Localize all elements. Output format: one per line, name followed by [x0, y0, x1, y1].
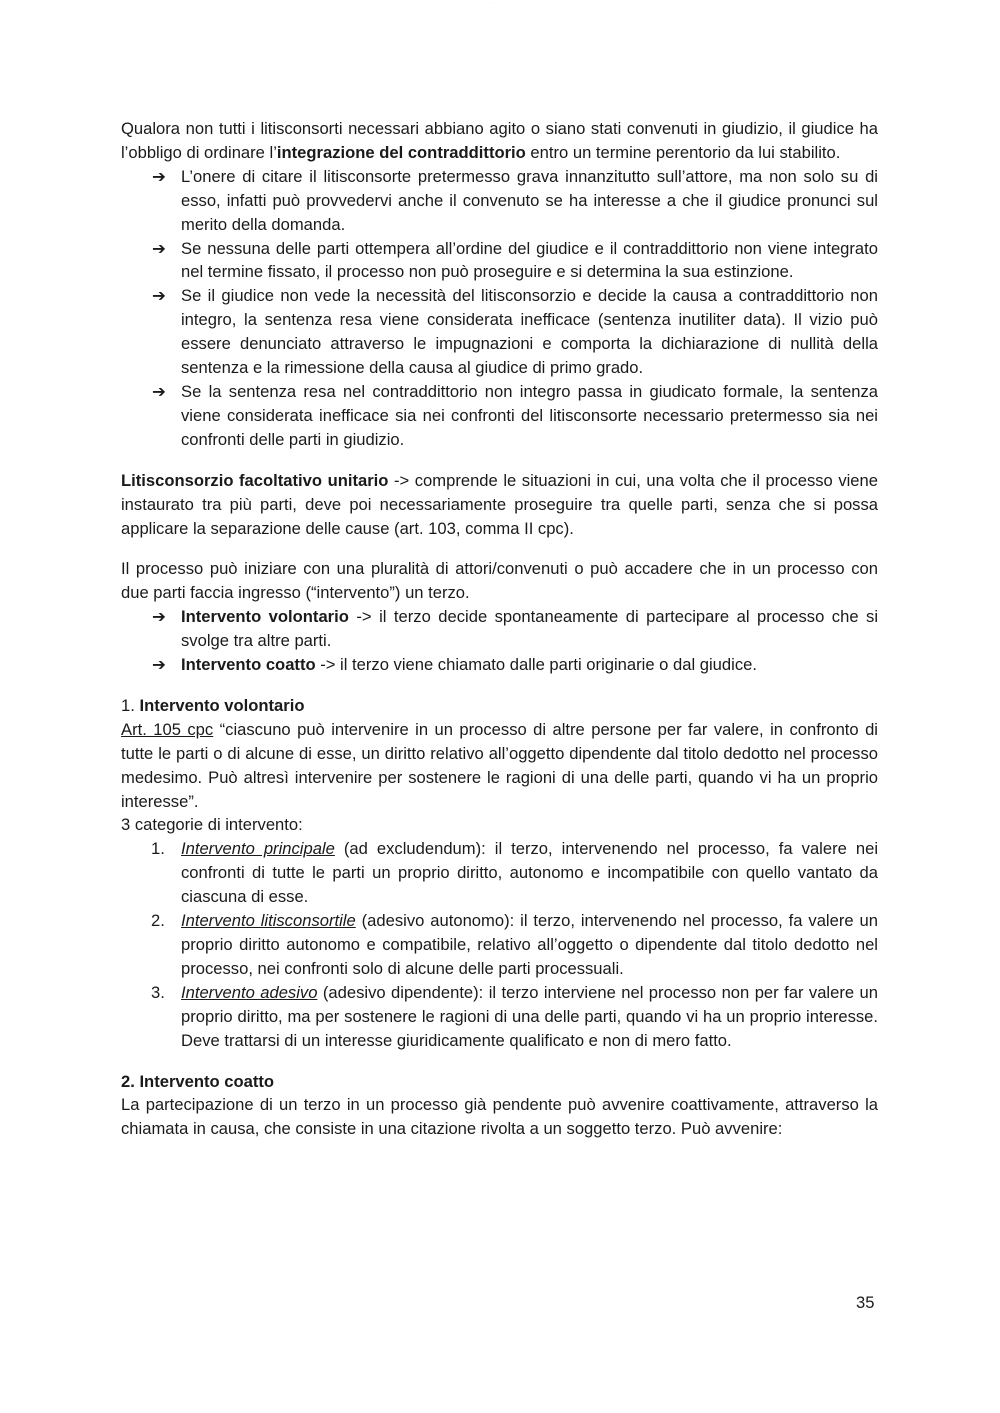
list-item: ➔ Se nessuna delle parti ottempera all’ordine del giudice e il contraddittorio non viene integrato nel termine fissato, il processo non può proseguire e si determina la sua estinzione.	[152, 238, 878, 282]
arrow-list-2	[121, 605, 878, 677]
list-item: 3. Intervento adesivo (adesivo dipendente): il terzo interviene nel processo non per far valere un proprio diritto, ma per sostenere le ragioni di una delle parti, quando vi ha un proprio interesse. Deve trattarsi di un interesse giuridicamente qualificato e non di mero fatto.	[151, 982, 878, 1050]
list-item: ➔ Intervento volontario -> il terzo decide spontaneamente di partecipare al processo che si svolge tra altre parti.	[152, 607, 879, 651]
numbered-list	[121, 837, 878, 1052]
header-mark: · · · ·	[488, 0, 495, 4]
section-heading-2: 2. Intervento coatto	[121, 1071, 275, 1091]
bold-term: integrazione del contraddittorio	[276, 142, 526, 162]
arrow-icon: ➔	[152, 286, 166, 306]
list-item: ➔ Se il giudice non vede la necessità del litisconsorzio e decide la causa a contraddittorio non integro, la sentenza resa viene considerata inefficace (sentenza inutiliter data). Il vizio può essere denunciato attraverso le impugnazioni e comporta la dichiarazione di nullità della sentenza e la rimessione della causa al giudice di primo grado.	[152, 286, 878, 378]
arrow-list-1	[121, 165, 878, 452]
paragraph-litisconsorzio: Litisconsorzio facoltativo unitario -> comprende le situazioni in cui, una volta che il processo viene instaurato tra più parti, deve poi necessariamente proseguire tra quelle parti, senza che si possa applicare la separazione delle cause (art. 103, comma II cpc).	[121, 470, 878, 538]
categories-label: 3 categorie di intervento:	[121, 815, 303, 835]
list-item: ➔ Se la sentenza resa nel contraddittorio non integro passa in giudicato formale, la sentenza viene considerata inefficace sia nei confronti del litisconsorte necessario pretermesso sia nei confronti delle parti in giudizio.	[152, 381, 878, 449]
arrow-icon: ➔	[152, 381, 166, 401]
section-heading-1: 1. Intervento volontario	[121, 695, 305, 715]
arrow-icon: ➔	[152, 166, 166, 186]
arrow-icon: ➔	[152, 655, 166, 675]
page-number: 35	[856, 1293, 875, 1312]
paragraph-integrazione: Qualora non tutti i litisconsorti necessari abbiano agito o siano stati convenuti in giudizio, il giudice ha l’obbligo di ordinare l’integrazione del contraddittorio entro un termine perentorio da lui stabilito.	[121, 119, 878, 162]
paragraph-art-105: Art. 105 cpc “ciascuno può intervenire in un processo di altre persone per far valere, in confronto di tutte le parti o di alcune di esse, un diritto relativo all’oggetto dipendente dal titolo dedotto nel processo medesimo. Può altresì intervenire per sostenere le ragioni di una delle parti, quando vi ha un proprio interesse”.	[121, 719, 878, 811]
list-item: ➔ Intervento coatto -> il terzo viene chiamato dalle parti originarie o dal giudice.	[121, 653, 878, 677]
arrow-icon: ➔	[152, 238, 166, 258]
paragraph-processo: Il processo può iniziare con una pluralità di attori/convenuti o può accadere che in un processo con due parti faccia ingresso (“intervento”) un terzo.	[121, 559, 878, 603]
page-body	[121, 117, 878, 1141]
arrow-icon: ➔	[152, 607, 166, 627]
list-item: 2. Intervento litisconsortile (adesivo autonomo): il terzo, intervenendo nel processo, fa valere un proprio diritto autonomo e compatibile, relativo all’oggetto o dipendente dal titolo dedotto nel processo, nei confronti solo di alcune delle parti processuali.	[151, 911, 878, 978]
article-reference: Art. 105 cpc	[121, 719, 214, 739]
paragraph-chiamata: La partecipazione di un terzo in un processo già pendente può avvenire coattivamente, attraverso la chiamata in causa, che consiste in una citazione rivolta a un soggetto terzo. Può avvenire:	[121, 1095, 878, 1139]
list-item: 1. Intervento principale (ad excludendum): il terzo, intervenendo nel processo, fa valere nei confronti di tutte le parti un proprio diritto, autonomo e incompatibile con quello vantato da ciascuna di esse.	[151, 839, 879, 907]
list-item: ➔ L’onere di citare il litisconsorte pretermesso grava innanzitutto sull’attore, ma non solo su di esso, infatti può provvedervi anche il convenuto se ha interesse a che il giudice pronunci sul merito della domanda.	[152, 166, 878, 234]
